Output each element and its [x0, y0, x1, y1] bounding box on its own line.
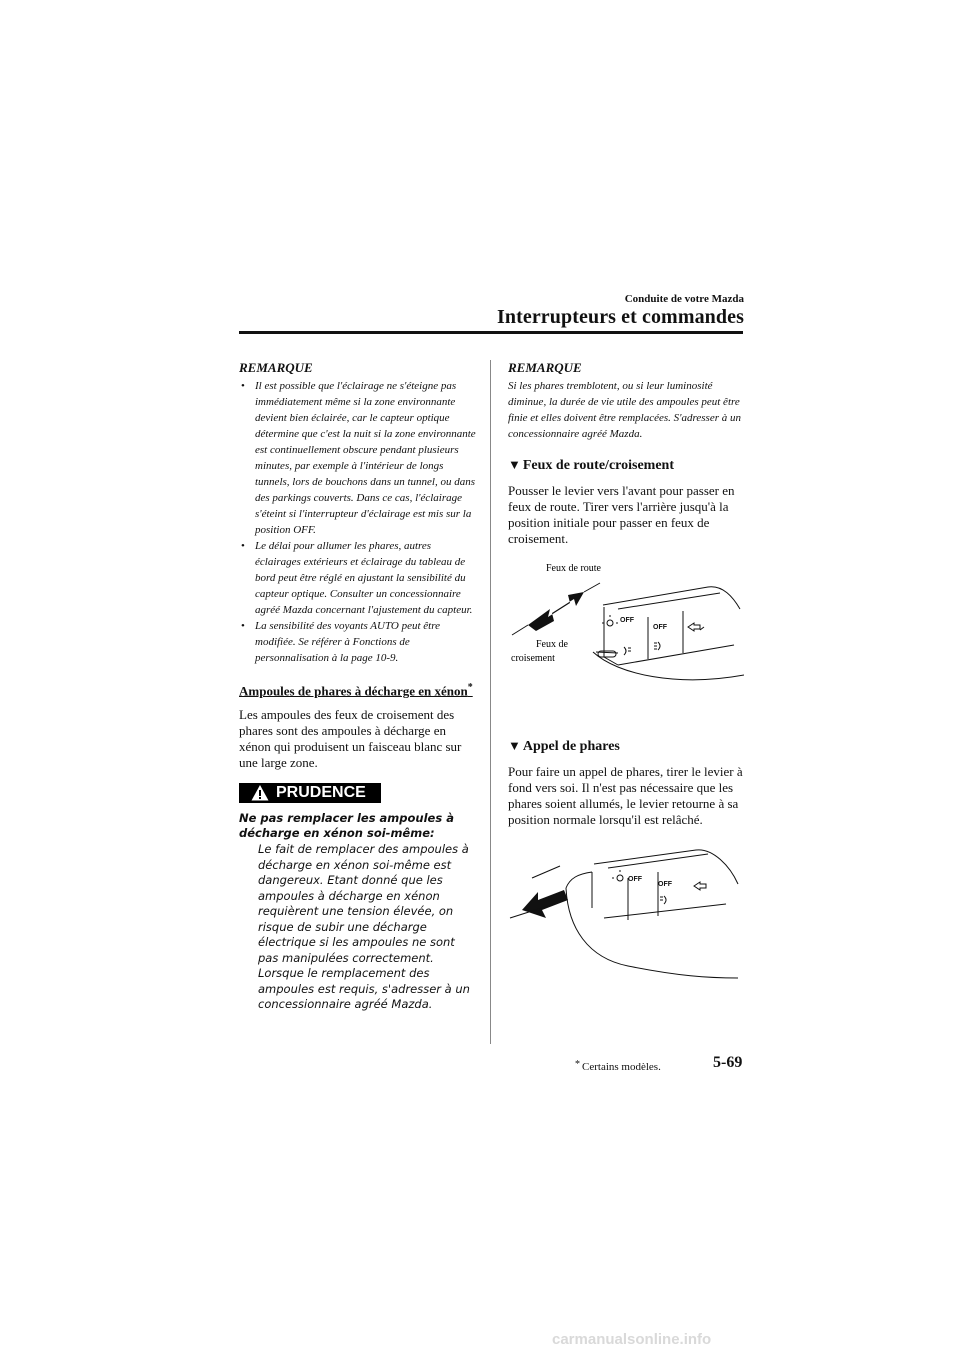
note-item-text: Le délai pour allumer les phares, autres éclairages extérieurs et éclairage du tableau de bord peut être réglé en ajustant la sensibilité du capteur optique. Consulter un concessionnaire agréé Mazda concernant l'ajustement du capteur.: [255, 540, 473, 616]
section-heading-text: Feux de route/croisement: [522, 458, 674, 473]
turn-signal-icon: [694, 882, 706, 890]
switch-off-4: OFF: [658, 881, 672, 888]
turn-signal-icon: [688, 623, 704, 631]
lever-drawing: [593, 587, 744, 680]
lever-drawing: [566, 850, 738, 978]
note-item-text: Il est possible que l'éclairage ne s'éteigne pas immédiatement même si la zone environnante devient bien éclairée, car le capteur optique détermine que c'est la nuit si la zone environnante est continuellement obscure pendant plusieurs minutes, par exemple à l'intérieur de longs tunnels, lors de bouchons dans un tunnel, ou dans des parkings couverts. Dans ce cas, l'éclairage s'éteint si l'interrupteur d'éclairage est mis sur la position OFF.: [255, 380, 476, 536]
xenon-heading-text: Ampoules de phares à décharge en xénon: [239, 683, 468, 699]
note-item-text: La sensibilité des voyants AUTO peut être modifiée. Se référer à Fonctions de personnalisation à la page 10-9.: [255, 620, 440, 664]
label-high-beam: Feux de route: [546, 563, 601, 574]
caution-body: Le fait de remplacer des ampoules à décharge en xénon soi-même est dangereux. Etant donné que les ampoules à décharge en xénon requièrent une tension élevée, on risque de subir une décharge électrique si les ampoules ne sont pas manipulées correctement. Lorsque le remplacement des ampoules est requis, s'adresser à un concessionnaire agréé Mazda.: [258, 842, 470, 1012]
header-rule: [239, 331, 743, 334]
switch-off-3: OFF: [628, 876, 642, 883]
watermark: carmanualsonline.info: [552, 1331, 712, 1348]
caution-banner: [239, 783, 381, 803]
section-heading-flash: [508, 737, 744, 756]
footer-star: *: [575, 1059, 580, 1070]
xenon-text: Les ampoules des feux de croisement des phares sont des ampoules à décharge en xénon qui produisent un faisceau blanc sur une large zone.: [239, 707, 462, 771]
triangle-down-icon: ▼: [508, 457, 521, 472]
column-divider: [490, 360, 491, 1044]
lever-figure-2: [508, 848, 744, 998]
caution-label: PRUDENCE: [276, 784, 366, 802]
section-text-high-low: Pousser le levier vers l'avant pour passer en feux de route. Tirer vers l'arrière jusqu'à la position initiale pour passer en feux de croisement.: [508, 483, 735, 546]
headlight-icon: [612, 870, 623, 881]
note-text: Si les phares tremblotent, ou si leur luminosité diminue, la durée de vie utile des ampoules peut être finie et elles doivent être remplacées. S'adresser à un concessionnaire agréé Mazda.: [508, 380, 741, 440]
page-number: 5-69: [713, 1054, 743, 1071]
note-item: [239, 378, 477, 538]
models-star: *: [467, 682, 473, 693]
chapter-title: Conduite de votre Mazda: [624, 293, 744, 305]
xenon-heading: [239, 680, 477, 699]
bullet-icon: •: [241, 380, 245, 392]
label-low-beam-2: croisement: [511, 653, 555, 664]
bullet-icon: •: [241, 620, 245, 632]
lever-figure-1: [508, 557, 744, 717]
section-title: Interrupteurs et commandes: [496, 306, 744, 328]
triangle-down-icon: ▼: [508, 738, 521, 753]
caution-lead: Ne pas remplacer les ampoules à décharge en xénon soi-même:: [239, 811, 454, 841]
rear-fog-icon: [624, 647, 631, 655]
fog-light-icon: [660, 896, 666, 904]
fog-light-icon: [654, 642, 660, 650]
section-heading-text: Appel de phares: [522, 739, 620, 754]
pull-arrow-icon: [510, 866, 568, 918]
bullet-icon: •: [241, 540, 245, 552]
switch-off-1: OFF: [620, 617, 634, 624]
left-column: [239, 360, 477, 1013]
note-title: REMARQUE: [508, 360, 582, 375]
double-arrow-icon: [512, 583, 600, 635]
section-text-flash: Pour faire un appel de phares, tirer le levier à fond vers soi. Il n'est pas nécessaire que les phares soient allumés, le levier retourne à sa position normale lorsqu'il est relâché.: [508, 764, 743, 827]
note-title: REMARQUE: [239, 360, 313, 375]
warning-icon: [251, 784, 269, 802]
right-column: [508, 360, 744, 998]
label-low-beam-1: Feux de: [536, 639, 568, 650]
note-list: [239, 378, 477, 666]
footer-models: Certains modèles.: [582, 1061, 661, 1073]
note-item: [239, 618, 477, 666]
switch-off-2: OFF: [653, 624, 667, 631]
note-item: [239, 538, 477, 618]
section-heading-high-low: [508, 456, 744, 475]
